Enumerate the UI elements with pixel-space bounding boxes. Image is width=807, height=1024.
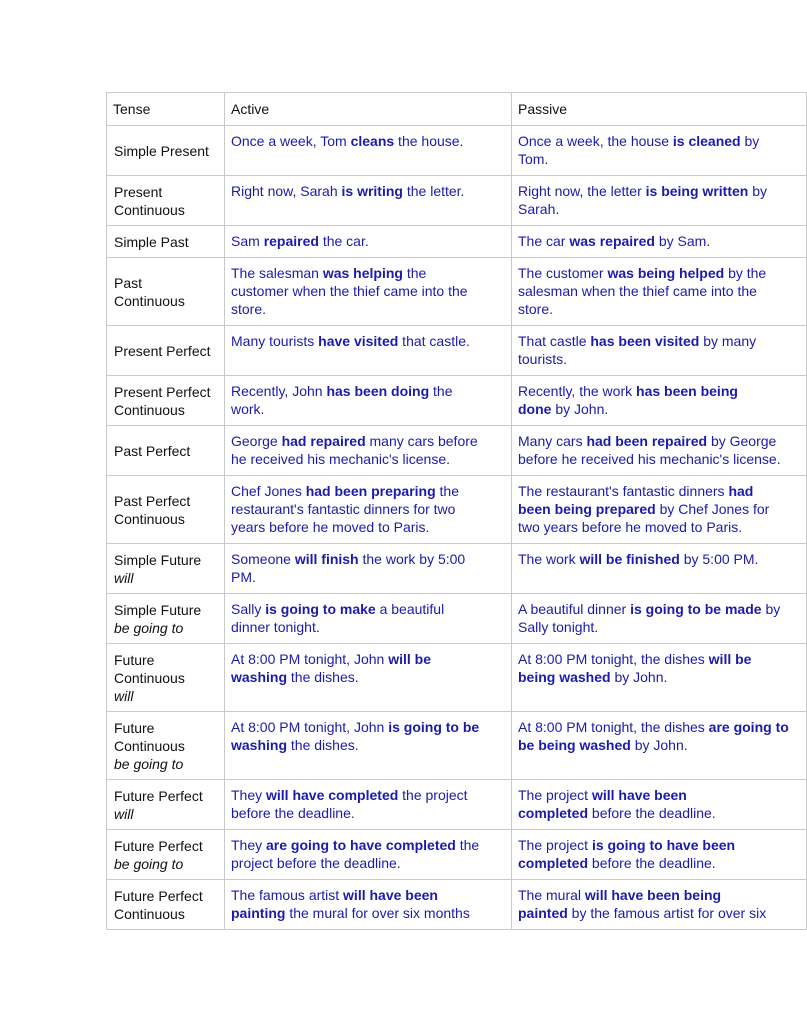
verb-phrase: will have been being (584, 887, 722, 903)
active-example-cell-line (231, 904, 505, 922)
sentence-text: by (761, 601, 781, 617)
sentence-text: The customer (518, 265, 608, 281)
sentence-text: by many (699, 333, 757, 349)
verb-phrase: been being prepared (518, 501, 656, 517)
passive-example-cell (512, 544, 807, 594)
table-row (107, 712, 807, 780)
passive-example-cell (512, 376, 807, 426)
sentence-text: before the deadline. (231, 805, 355, 821)
sentence-text: by John. (630, 737, 688, 753)
active-example-cell (225, 880, 512, 930)
sentence-text: Right now, Sarah (231, 183, 342, 199)
tense-name-cell (107, 594, 225, 644)
active-example-cell-line (231, 618, 505, 636)
tense-name: Continuous (114, 905, 185, 922)
sentence-text: The restaurant's fantastic dinners (518, 483, 729, 499)
verb-phrase: had repaired (281, 433, 366, 449)
tense-name-cell (107, 326, 225, 376)
verb-phrase: be being washed (518, 737, 631, 753)
verb-phrase: washing (231, 669, 288, 685)
table-row (107, 176, 807, 226)
active-example-cell-line (231, 804, 505, 822)
passive-example-cell (512, 426, 807, 476)
verb-phrase: was being helped (607, 265, 725, 281)
verb-phrase: is going to make (265, 601, 376, 617)
verb-phrase: is going to have been (591, 837, 736, 853)
sentence-text: Many cars (518, 433, 587, 449)
verb-phrase: is being written (645, 183, 749, 199)
sentence-text: The project (518, 837, 592, 853)
sentence-text: by Sam. (654, 233, 711, 249)
sentence-text: by 5:00 PM. (679, 551, 759, 567)
passive-example-cell-line (518, 904, 800, 922)
tense-name-cell (107, 544, 225, 594)
tense-name: Future Perfect (114, 887, 203, 904)
active-example-cell-line (231, 400, 505, 418)
tense-name-cell (107, 426, 225, 476)
active-example-cell (225, 226, 512, 258)
passive-example-cell-line (518, 232, 800, 250)
passive-example-cell (512, 476, 807, 544)
passive-example-cell-line (518, 518, 800, 536)
active-example-cell-line (231, 500, 505, 518)
verb-phrase: will be (388, 651, 432, 667)
passive-example-cell-line (518, 150, 800, 168)
verb-phrase: have visited (318, 333, 399, 349)
verb-phrase: was repaired (569, 233, 655, 249)
sentence-text: work. (231, 401, 265, 417)
active-example-cell-line (231, 854, 505, 872)
passive-example-cell (512, 880, 807, 930)
tense-modal-variant: will (114, 687, 134, 704)
tense-name: Continuous (114, 292, 185, 309)
sentence-text: At 8:00 PM tonight, John (231, 651, 389, 667)
sentence-text: The project (518, 787, 592, 803)
sentence-text: years before he moved to Paris. (231, 519, 430, 535)
tense-name-cell (107, 226, 225, 258)
sentence-text: At 8:00 PM tonight, the dishes (518, 719, 709, 735)
tense-name-cell (107, 830, 225, 880)
passive-example-cell-line (518, 282, 800, 300)
sentence-text: a beautiful (375, 601, 445, 617)
header-tense: Tense (107, 93, 225, 126)
sentence-text: the (435, 483, 459, 499)
sentence-text: PM. (231, 569, 256, 585)
passive-example-cell-line (518, 300, 800, 318)
sentence-text: by the famous artist for over six (567, 905, 767, 921)
passive-example-cell-line (518, 350, 800, 368)
sentence-text: by George (707, 433, 777, 449)
sentence-text: George (231, 433, 282, 449)
passive-example-cell (512, 326, 807, 376)
table-row (107, 880, 807, 930)
passive-example-cell-line (518, 618, 800, 636)
tense-name: Future Perfect (114, 837, 203, 854)
active-example-cell (225, 376, 512, 426)
tense-name: Simple Future (114, 601, 202, 618)
verb-phrase: painting (231, 905, 286, 921)
sentence-text: by John. (551, 401, 609, 417)
sentence-text: Chef Jones (231, 483, 306, 499)
verb-phrase: are going to (708, 719, 789, 735)
tense-name: Simple Present (114, 142, 209, 159)
sentence-text: the (455, 837, 480, 853)
passive-example-cell-line (518, 786, 800, 804)
tense-name: Past Perfect (114, 492, 191, 509)
sentence-text: two years before he moved to Paris. (518, 519, 743, 535)
tense-name-cell (107, 126, 225, 176)
active-example-cell-line (231, 668, 505, 686)
passive-example-cell (512, 644, 807, 712)
passive-example-cell-line (518, 382, 800, 400)
verb-phrase: is going to be (388, 719, 480, 735)
sentence-text: tourists. (518, 351, 568, 367)
active-example-cell (225, 326, 512, 376)
verb-phrase: has been visited (590, 333, 700, 349)
table-row (107, 476, 807, 544)
sentence-text: Once a week, Tom (231, 133, 351, 149)
sentence-text: by (748, 183, 768, 199)
active-example-cell-line (231, 300, 505, 318)
active-example-cell (225, 476, 512, 544)
tense-name-cell (107, 780, 225, 830)
active-example-cell (225, 780, 512, 830)
table-row (107, 258, 807, 326)
active-example-cell (225, 644, 512, 712)
tense-name: Future Perfect (114, 787, 203, 804)
tense-name: Continuous (114, 201, 185, 218)
table-row (107, 426, 807, 476)
tense-name: Continuous (114, 669, 185, 686)
table-row (107, 594, 807, 644)
tense-name-cell (107, 880, 225, 930)
active-example-cell-line (231, 282, 505, 300)
verb-phrase: is going to be made (630, 601, 762, 617)
sentence-text: At 8:00 PM tonight, the dishes (518, 651, 709, 667)
active-example-cell (225, 258, 512, 326)
active-example-cell-line (231, 650, 505, 668)
sentence-text: the work by 5:00 (358, 551, 466, 567)
active-example-cell-line (231, 232, 505, 250)
active-example-cell (225, 544, 512, 594)
active-example-cell-line (231, 432, 505, 450)
sentence-text: store. (518, 301, 554, 317)
verb-phrase: had been repaired (586, 433, 708, 449)
active-example-cell (225, 176, 512, 226)
sentence-text: the dishes. (287, 669, 359, 685)
passive-example-cell-line (518, 450, 800, 468)
verb-phrase: had been preparing (305, 483, 436, 499)
active-example-cell (225, 426, 512, 476)
tense-name-cell (107, 258, 225, 326)
tense-name: Continuous (114, 737, 185, 754)
active-example-cell-line (231, 786, 505, 804)
active-example-cell-line (231, 886, 505, 904)
passive-example-cell-line (518, 550, 800, 568)
tense-name: Present (114, 183, 163, 200)
sentence-text: Someone (231, 551, 295, 567)
active-example-cell-line (231, 182, 505, 200)
table-row (107, 644, 807, 712)
tense-modal-variant: be going to (114, 855, 184, 872)
sentence-text: by Chef Jones for (655, 501, 770, 517)
sentence-text: project before the deadline. (231, 855, 401, 871)
verb-phrase: has been doing (326, 383, 430, 399)
sentence-text: At 8:00 PM tonight, John (231, 719, 389, 735)
passive-example-cell-line (518, 886, 800, 904)
passive-example-cell-line (518, 668, 800, 686)
passive-example-cell (512, 830, 807, 880)
table-row (107, 126, 807, 176)
verb-phrase: will have completed (266, 787, 399, 803)
sentence-text: Sarah. (518, 201, 560, 217)
passive-example-cell-line (518, 200, 800, 218)
tense-table-container (106, 92, 807, 930)
table-row (107, 544, 807, 594)
active-example-cell-line (231, 332, 505, 350)
verb-phrase: will have been (591, 787, 687, 803)
sentence-text: the car. (318, 233, 369, 249)
sentence-text: dinner tonight. (231, 619, 320, 635)
sentence-text: the letter. (402, 183, 465, 199)
tense-name: Future (114, 719, 155, 736)
verb-phrase: will have been (343, 887, 438, 903)
active-example-cell (225, 594, 512, 644)
sentence-text: the mural for over six months (285, 905, 470, 921)
passive-example-cell-line (518, 804, 800, 822)
tense-table (106, 92, 807, 930)
table-row (107, 830, 807, 880)
active-example-cell-line (231, 482, 505, 500)
tense-modal-variant: will (114, 569, 134, 586)
tense-name: Continuous (114, 510, 185, 527)
active-example-cell-line (231, 718, 505, 736)
passive-example-cell-line (518, 482, 800, 500)
tense-table-body (107, 93, 807, 930)
sentence-text: by the (724, 265, 767, 281)
verb-phrase: is writing (341, 183, 403, 199)
passive-example-cell (512, 258, 807, 326)
verb-phrase: cleans (350, 133, 395, 149)
tense-modal-variant: be going to (114, 619, 184, 636)
tense-name-cell (107, 644, 225, 712)
sentence-text: The car (518, 233, 570, 249)
sentence-text: restaurant's fantastic dinners for two (231, 501, 456, 517)
passive-example-cell-line (518, 836, 800, 854)
passive-example-cell-line (518, 132, 800, 150)
tense-name-cell (107, 712, 225, 780)
active-example-cell-line (231, 836, 505, 854)
sentence-text: Once a week, the house (518, 133, 673, 149)
sentence-text: store. (231, 301, 267, 317)
passive-example-cell-line (518, 600, 800, 618)
passive-example-cell (512, 126, 807, 176)
passive-example-cell-line (518, 432, 800, 450)
tense-name: Present Perfect (114, 383, 211, 400)
tense-name-cell (107, 376, 225, 426)
passive-example-cell-line (518, 718, 800, 736)
sentence-text: The work (518, 551, 580, 567)
table-row (107, 780, 807, 830)
sentence-text: the project (398, 787, 468, 803)
sentence-text: by John. (610, 669, 668, 685)
sentence-text: many cars before (365, 433, 478, 449)
verb-phrase: painted (518, 905, 568, 921)
active-example-cell-line (231, 550, 505, 568)
sentence-text: he received his mechanic's license. (231, 451, 451, 467)
passive-example-cell (512, 594, 807, 644)
sentence-text: The salesman (231, 265, 323, 281)
tense-name: Present Perfect (114, 342, 211, 359)
sentence-text: the house. (394, 133, 464, 149)
passive-example-cell-line (518, 332, 800, 350)
sentence-text: Sally tonight. (518, 619, 599, 635)
sentence-text: The mural (518, 887, 585, 903)
active-example-cell (225, 830, 512, 880)
table-row (107, 226, 807, 258)
sentence-text: They (231, 787, 267, 803)
passive-example-cell-line (518, 182, 800, 200)
passive-example-cell-line (518, 650, 800, 668)
sentence-text: Sally (231, 601, 266, 617)
passive-example-cell-line (518, 400, 800, 418)
sentence-text: salesman when the thief came into the (518, 283, 757, 299)
table-row (107, 326, 807, 376)
verb-phrase: completed (518, 855, 589, 871)
verb-phrase: will finish (294, 551, 359, 567)
verb-phrase: completed (518, 805, 589, 821)
sentence-text: That castle (518, 333, 591, 349)
passive-example-cell (512, 226, 807, 258)
verb-phrase: done (518, 401, 552, 417)
tense-name-cell (107, 476, 225, 544)
passive-example-cell (512, 176, 807, 226)
active-example-cell-line (231, 382, 505, 400)
tense-name: Continuous (114, 401, 185, 418)
table-row (107, 376, 807, 426)
sentence-text: the (402, 265, 427, 281)
header-passive: Passive (512, 93, 807, 126)
verb-phrase: is cleaned (672, 133, 741, 149)
sentence-text: They (231, 837, 267, 853)
tense-name: Simple Future (114, 551, 202, 568)
verb-phrase: are going to have completed (266, 837, 456, 853)
active-example-cell-line (231, 736, 505, 754)
tense-modal-variant: be going to (114, 755, 184, 772)
verb-phrase: was helping (322, 265, 403, 281)
sentence-text: Recently, John (231, 383, 327, 399)
sentence-text: that castle. (398, 333, 470, 349)
active-example-cell-line (231, 518, 505, 536)
passive-example-cell (512, 712, 807, 780)
sentence-text: the dishes. (287, 737, 359, 753)
verb-phrase: has been being (636, 383, 738, 399)
sentence-text: by (740, 133, 760, 149)
sentence-text: Recently, the work (518, 383, 637, 399)
sentence-text: before he received his mechanic's license. (518, 451, 781, 467)
verb-phrase: being washed (518, 669, 611, 685)
tense-name: Past (114, 274, 143, 291)
verb-phrase: will be (708, 651, 752, 667)
active-example-cell-line (231, 132, 505, 150)
passive-example-cell-line (518, 736, 800, 754)
verb-phrase: will be finished (579, 551, 680, 567)
tense-name-cell (107, 176, 225, 226)
tense-modal-variant: will (114, 805, 134, 822)
active-example-cell-line (231, 264, 505, 282)
passive-example-cell-line (518, 854, 800, 872)
tense-name: Past Perfect (114, 442, 191, 459)
verb-phrase: repaired (263, 233, 319, 249)
active-example-cell-line (231, 600, 505, 618)
tense-name: Simple Past (114, 233, 189, 250)
sentence-text: Many tourists (231, 333, 319, 349)
active-example-cell-line (231, 568, 505, 586)
sentence-text: Sam (231, 233, 264, 249)
sentence-text: A beautiful dinner (518, 601, 631, 617)
header-active: Active (225, 93, 512, 126)
sentence-text: Tom. (518, 151, 549, 167)
passive-example-cell (512, 780, 807, 830)
sentence-text: customer when the thief came into the (231, 283, 468, 299)
sentence-text: before the deadline. (588, 855, 716, 871)
active-example-cell (225, 126, 512, 176)
tense-name: Future (114, 651, 155, 668)
table-header-row (107, 93, 807, 126)
passive-example-cell-line (518, 500, 800, 518)
sentence-text: before the deadline. (588, 805, 716, 821)
verb-phrase: washing (231, 737, 288, 753)
active-example-cell (225, 712, 512, 780)
active-example-cell-line (231, 450, 505, 468)
sentence-text: the (429, 383, 453, 399)
sentence-text: The famous artist (231, 887, 344, 903)
sentence-text: Right now, the letter (518, 183, 646, 199)
passive-example-cell-line (518, 264, 800, 282)
verb-phrase: had (728, 483, 754, 499)
